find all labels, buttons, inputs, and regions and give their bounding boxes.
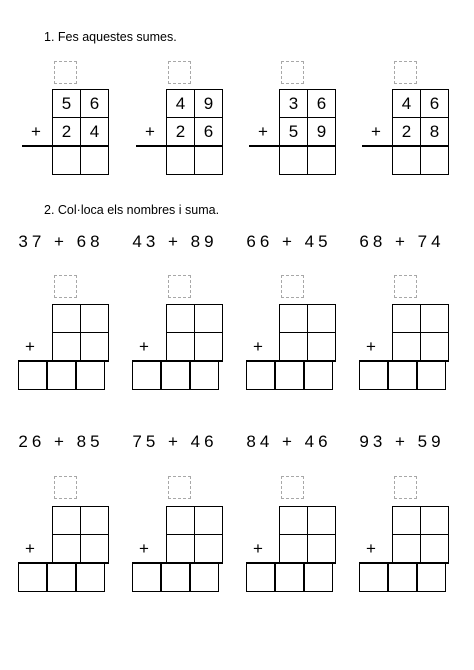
carry-box[interactable] xyxy=(394,61,417,84)
top-digit-cell[interactable] xyxy=(392,506,421,535)
answer-cell[interactable] xyxy=(161,361,190,390)
bottom-digit-cell[interactable] xyxy=(307,332,336,361)
top-digit-cell[interactable] xyxy=(166,506,195,535)
bottom-digit-cell[interactable] xyxy=(392,332,421,361)
bottom-digit-cell[interactable] xyxy=(52,332,81,361)
plus-sign: + xyxy=(139,539,149,558)
bottom-digit-cell[interactable] xyxy=(52,534,81,563)
carry-box[interactable] xyxy=(54,476,77,499)
answer-cell[interactable] xyxy=(304,563,333,592)
plus-sign: + xyxy=(371,122,381,141)
top-digit-cell[interactable] xyxy=(279,506,308,535)
bottom-digit-cell: 6 xyxy=(194,117,223,146)
top-digit-cell[interactable] xyxy=(166,304,195,333)
answer-cell[interactable] xyxy=(388,361,417,390)
answer-cell[interactable] xyxy=(190,361,219,390)
top-digit-cell: 6 xyxy=(307,89,336,118)
answer-cell[interactable] xyxy=(246,563,275,592)
answer-cell[interactable] xyxy=(388,563,417,592)
top-digit-cell: 6 xyxy=(420,89,449,118)
top-digit-cell: 5 xyxy=(52,89,81,118)
carry-box[interactable] xyxy=(168,476,191,499)
plus-sign: + xyxy=(25,337,35,356)
carry-box[interactable] xyxy=(54,275,77,298)
answer-cell[interactable] xyxy=(417,563,446,592)
exercise2-instruction: 2. Col·loca els nombres i suma. xyxy=(44,203,220,217)
top-digit-cell[interactable] xyxy=(52,506,81,535)
bottom-digit-cell: 4 xyxy=(80,117,109,146)
bottom-digit-cell[interactable] xyxy=(279,534,308,563)
addition-expression: 93 + 59 xyxy=(359,432,445,451)
addition-expression: 66 + 45 xyxy=(246,232,332,251)
answer-cell[interactable] xyxy=(359,361,388,390)
addition-expression: 37 + 68 xyxy=(18,232,104,251)
top-digit-cell: 4 xyxy=(166,89,195,118)
bottom-digit-cell[interactable] xyxy=(80,332,109,361)
top-digit-cell: 3 xyxy=(279,89,308,118)
answer-cell[interactable] xyxy=(307,146,336,175)
answer-cell[interactable] xyxy=(18,563,47,592)
plus-sign: + xyxy=(366,539,376,558)
addition-expression: 68 + 74 xyxy=(359,232,445,251)
answer-cell[interactable] xyxy=(161,563,190,592)
carry-box[interactable] xyxy=(168,61,191,84)
answer-cell[interactable] xyxy=(194,146,223,175)
answer-cell[interactable] xyxy=(132,563,161,592)
bottom-digit-cell[interactable] xyxy=(420,332,449,361)
top-digit-cell: 9 xyxy=(194,89,223,118)
answer-cell[interactable] xyxy=(275,563,304,592)
addition-expression: 26 + 85 xyxy=(18,432,104,451)
top-digit-cell[interactable] xyxy=(194,304,223,333)
bottom-digit-cell[interactable] xyxy=(420,534,449,563)
plus-sign: + xyxy=(145,122,155,141)
top-digit-cell: 6 xyxy=(80,89,109,118)
plus-sign: + xyxy=(31,122,41,141)
plus-sign: + xyxy=(253,539,263,558)
plus-sign: + xyxy=(258,122,268,141)
answer-cell[interactable] xyxy=(166,146,195,175)
bottom-digit-cell[interactable] xyxy=(279,332,308,361)
carry-box[interactable] xyxy=(168,275,191,298)
answer-cell[interactable] xyxy=(132,361,161,390)
bottom-digit-cell: 2 xyxy=(392,117,421,146)
bottom-digit-cell[interactable] xyxy=(307,534,336,563)
top-digit-cell[interactable] xyxy=(279,304,308,333)
answer-cell[interactable] xyxy=(47,361,76,390)
top-digit-cell[interactable] xyxy=(307,506,336,535)
top-digit-cell[interactable] xyxy=(80,304,109,333)
bottom-digit-cell[interactable] xyxy=(194,332,223,361)
plus-sign: + xyxy=(253,337,263,356)
top-digit-cell[interactable] xyxy=(194,506,223,535)
bottom-digit-cell: 8 xyxy=(420,117,449,146)
carry-box[interactable] xyxy=(281,61,304,84)
bottom-digit-cell: 2 xyxy=(166,117,195,146)
exercise1-instruction: 1. Fes aquestes sumes. xyxy=(44,30,177,44)
carry-box[interactable] xyxy=(394,476,417,499)
plus-sign: + xyxy=(139,337,149,356)
addition-expression: 75 + 46 xyxy=(132,432,218,451)
top-digit-cell[interactable] xyxy=(80,506,109,535)
answer-cell[interactable] xyxy=(76,361,105,390)
plus-sign: + xyxy=(25,539,35,558)
addition-expression: 84 + 46 xyxy=(246,432,332,451)
answer-cell[interactable] xyxy=(392,146,421,175)
answer-cell[interactable] xyxy=(52,146,81,175)
answer-cell[interactable] xyxy=(80,146,109,175)
answer-cell[interactable] xyxy=(190,563,219,592)
top-digit-cell[interactable] xyxy=(392,304,421,333)
addition-expression: 43 + 89 xyxy=(132,232,218,251)
answer-cell[interactable] xyxy=(279,146,308,175)
bottom-digit-cell[interactable] xyxy=(392,534,421,563)
carry-box[interactable] xyxy=(54,61,77,84)
answer-cell[interactable] xyxy=(275,361,304,390)
top-digit-cell[interactable] xyxy=(420,506,449,535)
plus-sign: + xyxy=(366,337,376,356)
top-digit-cell[interactable] xyxy=(307,304,336,333)
bottom-digit-cell: 2 xyxy=(52,117,81,146)
answer-cell[interactable] xyxy=(18,361,47,390)
bottom-digit-cell[interactable] xyxy=(166,534,195,563)
carry-box[interactable] xyxy=(394,275,417,298)
answer-cell[interactable] xyxy=(420,146,449,175)
carry-box[interactable] xyxy=(281,476,304,499)
answer-cell[interactable] xyxy=(359,563,388,592)
bottom-digit-cell[interactable] xyxy=(166,332,195,361)
bottom-digit-cell[interactable] xyxy=(80,534,109,563)
top-digit-cell[interactable] xyxy=(420,304,449,333)
carry-box[interactable] xyxy=(281,275,304,298)
top-digit-cell: 4 xyxy=(392,89,421,118)
answer-cell[interactable] xyxy=(76,563,105,592)
answer-cell[interactable] xyxy=(304,361,333,390)
top-digit-cell[interactable] xyxy=(52,304,81,333)
bottom-digit-cell[interactable] xyxy=(194,534,223,563)
bottom-digit-cell: 5 xyxy=(279,117,308,146)
answer-cell[interactable] xyxy=(246,361,275,390)
bottom-digit-cell: 9 xyxy=(307,117,336,146)
answer-cell[interactable] xyxy=(47,563,76,592)
answer-cell[interactable] xyxy=(417,361,446,390)
